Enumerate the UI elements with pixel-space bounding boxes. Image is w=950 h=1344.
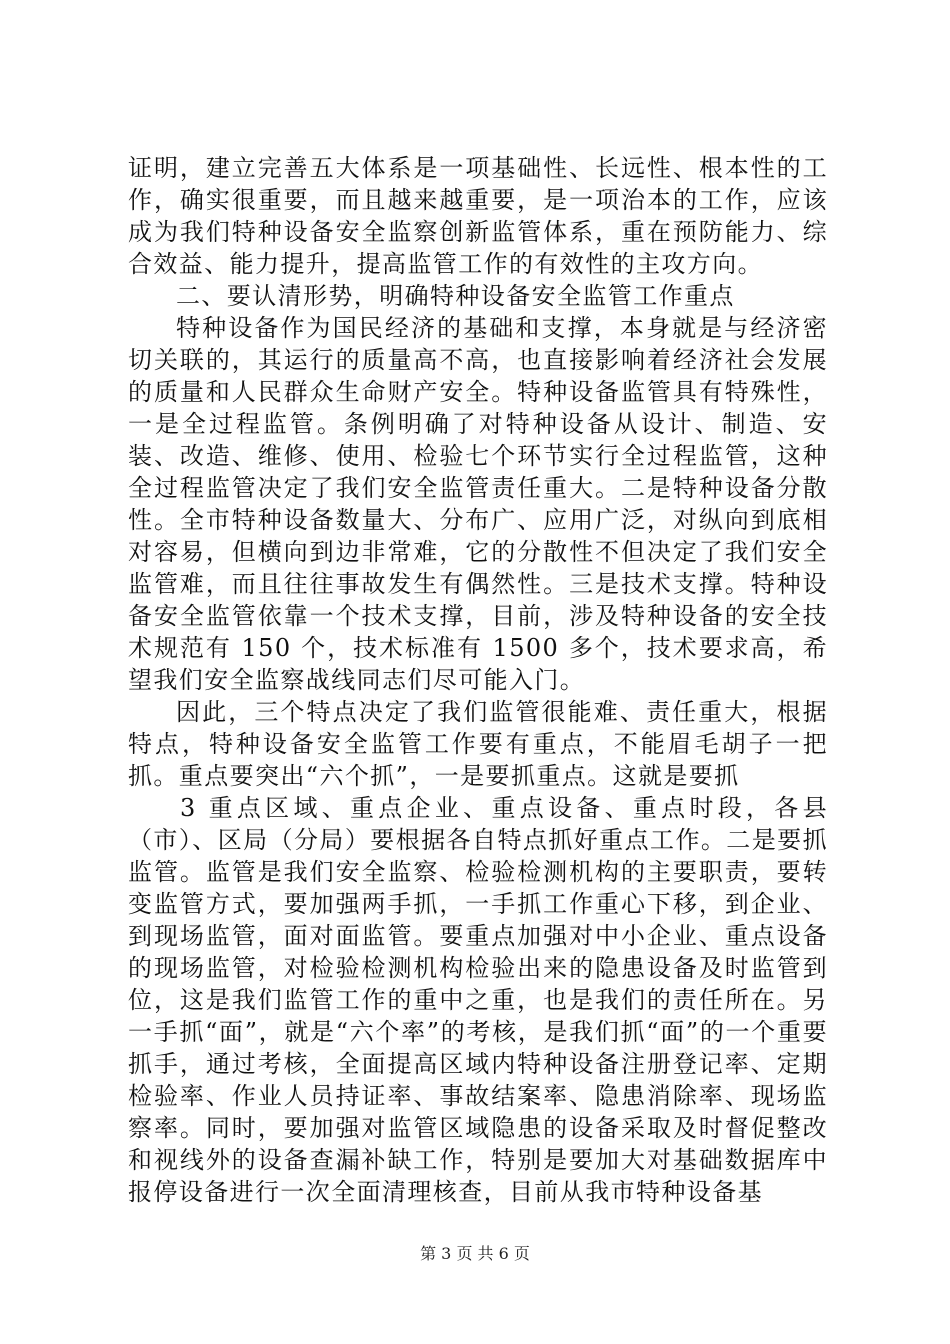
page-footer: 第 3 页 共 6 页: [420, 1244, 530, 1263]
paragraph-4: 3 重点区域、重点企业、重点设备、重点时段，各县（市）、区局（分局）要根据各自特点抓好重点工作。二是要抓监管。监管是我们安全监察、检验检测机构的主要职责，要转变监管方式，要加强两手抓，一手抓工作重心下移，到企业、到现场监管，面对面监管。要重点加强对中小企业、重点设备的现场监管，对检验检测机构检验出来的隐患设备及时监管到位，这是我们监管工作的重中之重，也是我们的责任所在。另一手抓“面”，就是“六个率”的考核，是我们抓“面”的一个重要抓手，通过考核，全面提高区域内特种设备注册登记率、定期检验率、作业人员持证率、事故结案率、隐患消除率、现场监察率。同时，要加强对监管区域隐患的设备采取及时督促整改和视线外的设备查漏补缺工作，特别是要加大对基础数据库中报停设备进行一次全面清理核查，目前从我市特种设备基: [128, 794, 828, 1206]
paragraph-2: 特种设备作为国民经济的基础和支撑，本身就是与经济密切关联的，其运行的质量高不高，也直接影响着经济社会发展的质量和人民群众生命财产安全。特种设备监管具有特殊性，一是全过程监管。条例明确了对特种设备从设计、制造、安装、改造、维修、使用、检验七个环节实行全过程监管，这种全过程监管决定了我们安全监管责任重大。二是特种设备分散性。全市特种设备数量大、分布广、应用广泛，对纵向到底相对容易，但横向到边非常难，它的分散性不但决定了我们安全监管难，而且往往事故发生有偶然性。三是技术支撑。特种设备安全监管依靠一个技术支撑，目前，涉及特种设备的安全技术规范有 150 个，技术标准有 1500 多个，技术要求高，希望我们安全监察战线同志们尽可能入门。: [128, 314, 828, 694]
document-body: [128, 152, 828, 1208]
paragraph-1: 证明，建立完善五大体系是一项基础性、长远性、根本性的工作，确实很重要，而且越来越重要，是一项治本的工作，应该成为我们特种设备安全监察创新监管体系，重在预防能力、综合效益、能力提升，提高监管工作的有效性的主攻方向。: [128, 154, 828, 278]
section-heading: 二、要认清形势，明确特种设备安全监管工作重点: [176, 282, 735, 310]
paragraph-3: 因此，三个特点决定了我们监管很能难、责任重大，根据特点，特种设备安全监管工作要有重点，不能眉毛胡子一把抓。重点要突出“六个抓”，一是要抓重点。这就是要抓: [128, 698, 828, 790]
